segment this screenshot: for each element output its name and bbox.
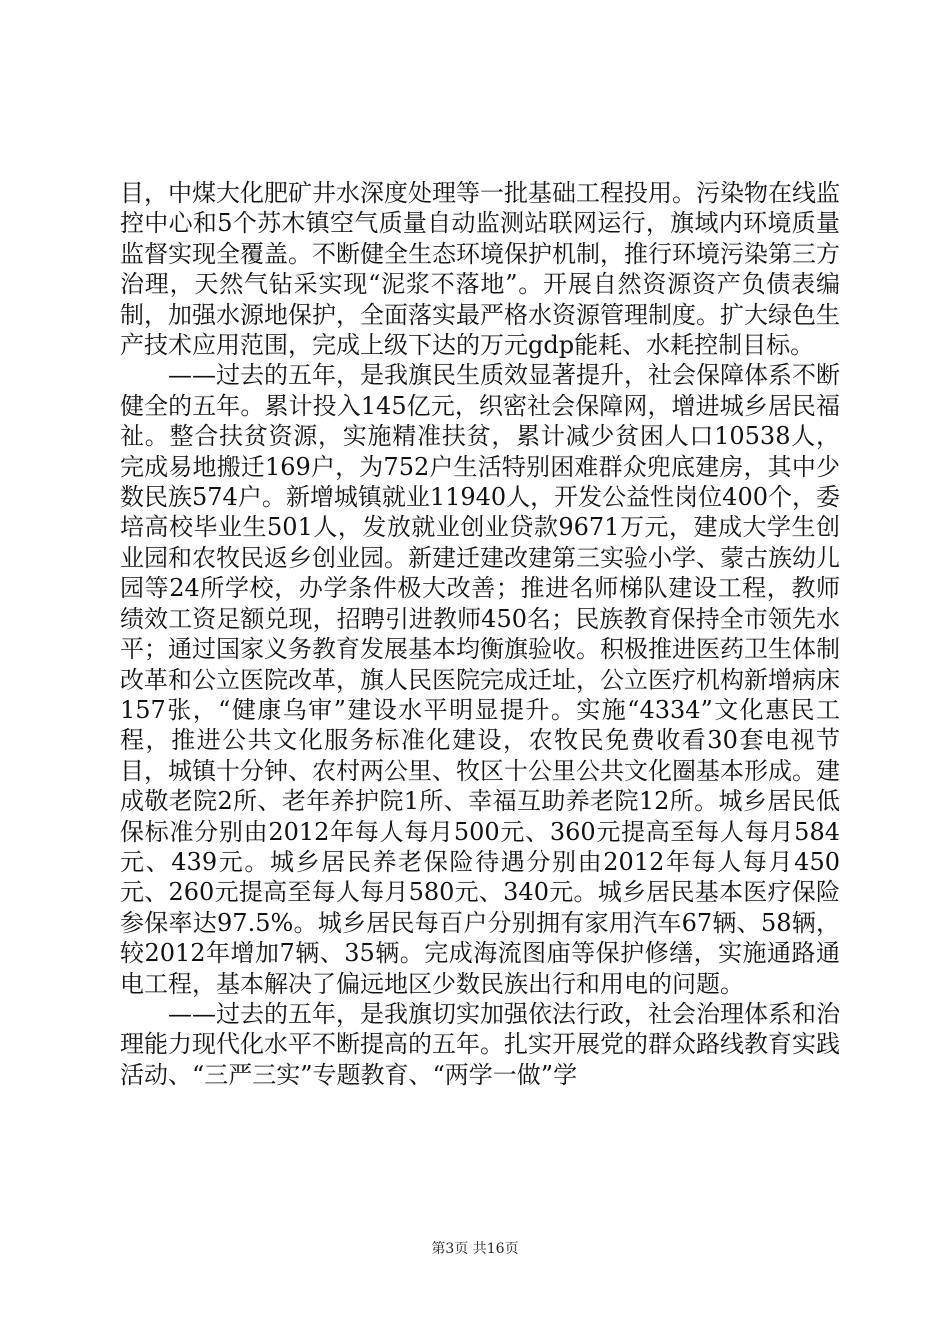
paragraph-continuation: 目，中煤大化肥矿井水深度处理等一批基础工程投用。污染物在线监控中心和5个苏木镇空气质量自动监测站联网运行，旗域内环境质量监督实现全覆盖。不断健全生态环境保护机制，推行环境污染第三方治理，天然气钻采实现“泥浆不落地”。开展自然资源资产负债表编制，加强水源地保护，全面落实最严格水资源管理制度。扩大绿色生产技术应用范围，完成上级下达的万元gdp能耗、水耗控制目标。 bbox=[120, 179, 840, 360]
page-number-footer: 第3页 共16页 bbox=[431, 1241, 519, 1257]
paragraph-governance: ——过去的五年，是我旗切实加强依法行政，社会治理体系和治理能力现代化水平不断提高的五年。扎实开展党的群众路线教育实践活动、“三严三实”专题教育、“两学一做”学 bbox=[120, 999, 840, 1089]
paragraph-livelihood: ——过去的五年，是我旗民生质效显著提升，社会保障体系不断健全的五年。累计投入145亿元，织密社会保障网，增进城乡居民福祉。整合扶贫资源，实施精准扶贫，累计减少贫困人口10538人，完成易地搬迁169户，为752户生活特别困难群众兜底建房，其中少数民族574户。新增城镇就业11940人，开发公益性岗位400个，委培高校毕业生501人，发放就业创业贷款9671万元，建成大学生创业园和农牧民返乡创业园。新建迁建改建第三实验小学、蒙古族幼儿园等24所学校，办学条件极大改善；推进名师梯队建设工程，教师绩效工资足额兑现，招聘引进教师450名；民族教育保持全市领先水平；通过国家义务教育发展基本均衡旗验收。积极推进医药卫生体制改革和公立医院改革，旗人民医院完成迁址，公立医疗机构新增病床157张，“健康乌审”建设水平明显提升。实施“4334”文化惠民工程，推进公共文化服务标准化建设，农牧民免费收看30套电视节目，城镇十分钟、农村两公里、牧区十公里公共文化圈基本形成。建成敬老院2所、老年养护院1所、幸福互助养老院12所。城乡居民低保标准分别由2012年每人每月500元、360元提高至每人每月584元、439元。城乡居民养老保险待遇分别由2012年每人每月450元、260元提高至每人每月580元、340元。城乡居民基本医疗保险参保率达97.5%。城乡居民每百户分别拥有家用汽车67辆、58辆，较2012年增加7辆、35辆。完成海流图庙等保护修缮，实施通路通电工程，基本解决了偏远地区少数民族出行和用电的问题。 bbox=[120, 361, 840, 998]
document-body bbox=[120, 178, 840, 1090]
